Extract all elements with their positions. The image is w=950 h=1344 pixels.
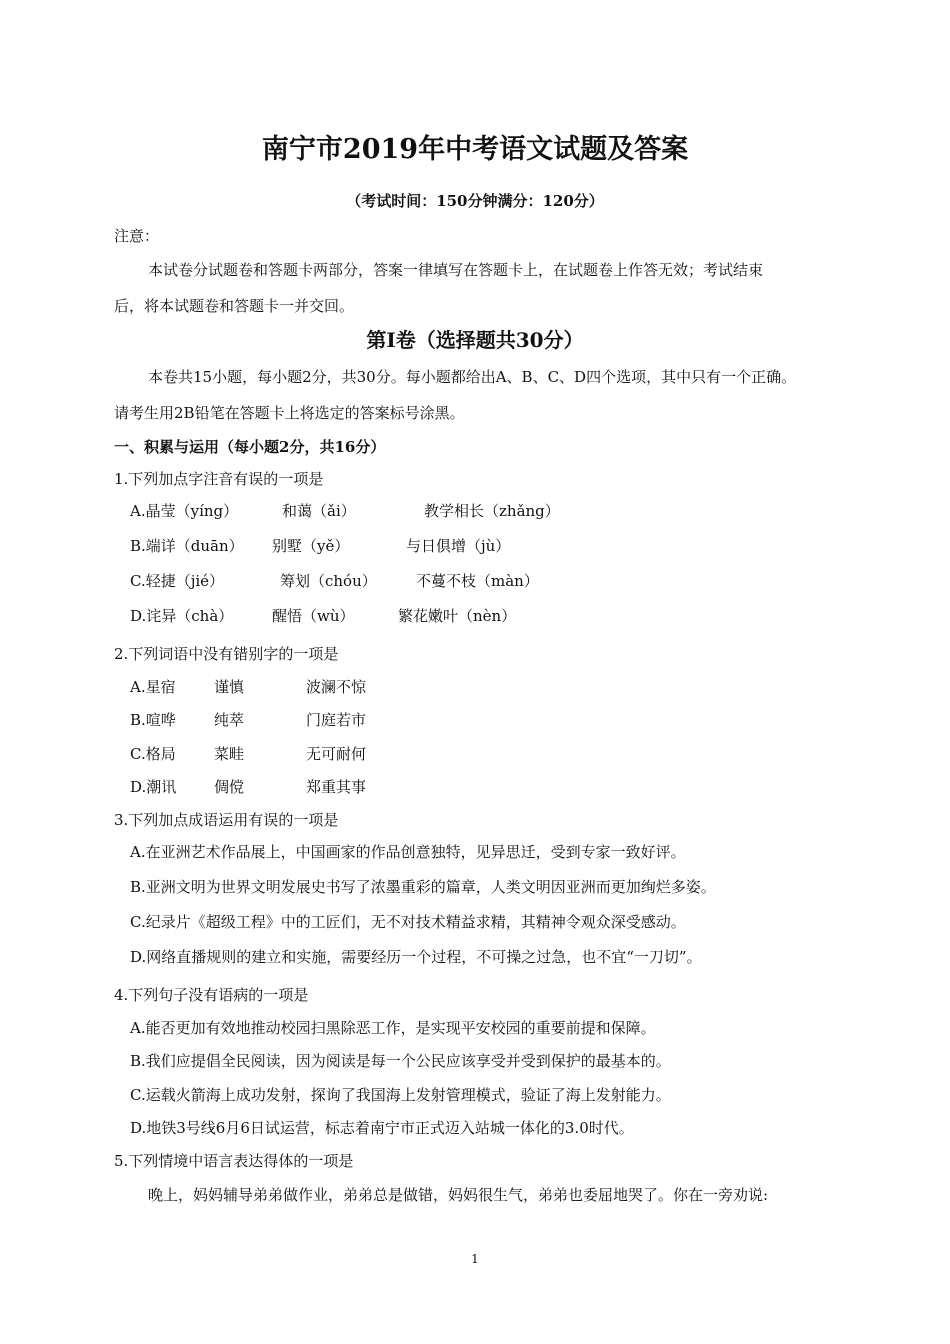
q2-option-c-3: 无可耐何 bbox=[306, 745, 367, 763]
q4-option-d: D.地铁3号线6月6日试运营，标志着南宁市正式迈入站城一体化的3.0时代。 bbox=[130, 1119, 634, 1137]
q3-option-c: C.纪录片《超级工程》中的工匠们，无不对技术精益求精，其精神令观众深受感动。 bbox=[130, 913, 686, 931]
q2-option-b-3: 门庭若市 bbox=[306, 711, 367, 729]
q4-option-a: A.能否更加有效地推动校园扫黑除恶工作，是实现平安校园的重要前提和保障。 bbox=[130, 1019, 656, 1037]
q3-option-b: B.亚洲文明为世界文明发展史书写了浓墨重彩的篇章，人类文明因亚洲而更加绚烂多姿。 bbox=[130, 878, 716, 896]
q5-context: 晚上，妈妈辅导弟弟做作业，弟弟总是做错，妈妈很生气，弟弟也委屈地哭了。你在一旁劝说: bbox=[148, 1186, 769, 1204]
section-1-title: 一、积累与运用（每小题2分，共16分） bbox=[114, 438, 386, 456]
q1-option-d-2: 醒悟（wù） bbox=[272, 607, 355, 625]
q1-option-b-3: 与日俱增（jù） bbox=[406, 537, 511, 555]
q2-option-c-1: C.格局 bbox=[130, 745, 176, 763]
q2-option-a-2: 谨慎 bbox=[214, 678, 245, 696]
q2-option-b-2: 纯萃 bbox=[214, 711, 245, 729]
q1-option-d-1: D.诧异（chà） bbox=[130, 607, 234, 625]
q2-option-a-1: A.星宿 bbox=[130, 678, 176, 696]
page-title: 南宁市2019年中考语文试题及答案 bbox=[261, 134, 689, 165]
q1-option-b-2: 别墅（yě） bbox=[272, 537, 350, 555]
q1-option-c-2: 筹划（chóu） bbox=[280, 572, 377, 590]
q4-option-b: B.我们应提倡全民阅读，因为阅读是每一个公民应该享受并受到保护的最基本的。 bbox=[130, 1052, 671, 1070]
q2-option-c-2: 菜畦 bbox=[214, 745, 245, 763]
q5-stem: 5.下列情境中语言表达得体的一项是 bbox=[114, 1152, 354, 1170]
notice-line-2: 后，将本试题卷和答题卡一并交回。 bbox=[114, 297, 355, 315]
q1-option-a-1: A.晶莹（yíng） bbox=[130, 502, 239, 520]
notice-line-1: 本试卷分试题卷和答题卡两部分，答案一律填写在答题卡上，在试题卷上作答无效；考试结束 bbox=[148, 261, 764, 279]
q2-stem: 2.下列词语中没有错别字的一项是 bbox=[114, 645, 339, 663]
q2-option-d-1: D.潮讯 bbox=[130, 778, 177, 796]
q1-option-a-3: 教学相长（zhǎng） bbox=[424, 502, 560, 520]
q1-option-a-2: 和蔼（ǎi） bbox=[282, 502, 356, 520]
q1-option-d-3: 繁花嫩叶（nèn） bbox=[398, 607, 517, 625]
volume-intro-1: 本卷共15小题，每小题2分，共30分。每小题都给出A、B、C、D四个选项，其中只有一个正确。 bbox=[148, 368, 797, 386]
notice-label: 注意： bbox=[114, 227, 160, 245]
q1-option-b-1: B.端详（duān） bbox=[130, 537, 244, 555]
q2-option-b-1: B.喧哗 bbox=[130, 711, 176, 729]
q1-stem: 1.下列加点字注音有误的一项是 bbox=[114, 470, 324, 488]
q2-option-d-3: 郑重其事 bbox=[306, 778, 367, 796]
volume-title: 第Ⅰ卷（选择题共30分） bbox=[366, 328, 584, 352]
q4-option-c: C.运载火箭海上成功发射，探询了我国海上发射管理模式，验证了海上发射能力。 bbox=[130, 1086, 671, 1104]
q1-option-c-1: C.轻捷（jié） bbox=[130, 572, 225, 590]
exam-duration-subtitle: （考试时间：150分钟满分：120分） bbox=[346, 192, 604, 210]
q3-stem: 3.下列加点成语运用有误的一项是 bbox=[114, 811, 339, 829]
q4-stem: 4.下列句子没有语病的一项是 bbox=[114, 986, 309, 1004]
q2-option-d-2: 倜傥 bbox=[214, 778, 245, 796]
q3-option-a: A.在亚洲艺术作品展上，中国画家的作品创意独特，见异思迁，受到专家一致好评。 bbox=[130, 843, 686, 861]
q3-option-d: D.网络直播规则的建立和实施，需要经历一个过程，不可操之过急，也不宜“一刀切”。 bbox=[130, 948, 702, 966]
page-number: 1 bbox=[471, 1252, 479, 1266]
q2-option-a-3: 波澜不惊 bbox=[306, 678, 367, 696]
q1-option-c-3: 不蔓不枝（màn） bbox=[416, 572, 539, 590]
volume-intro-2: 请考生用2B铅笔在答题卡上将选定的答案标号涂黑。 bbox=[114, 404, 465, 422]
